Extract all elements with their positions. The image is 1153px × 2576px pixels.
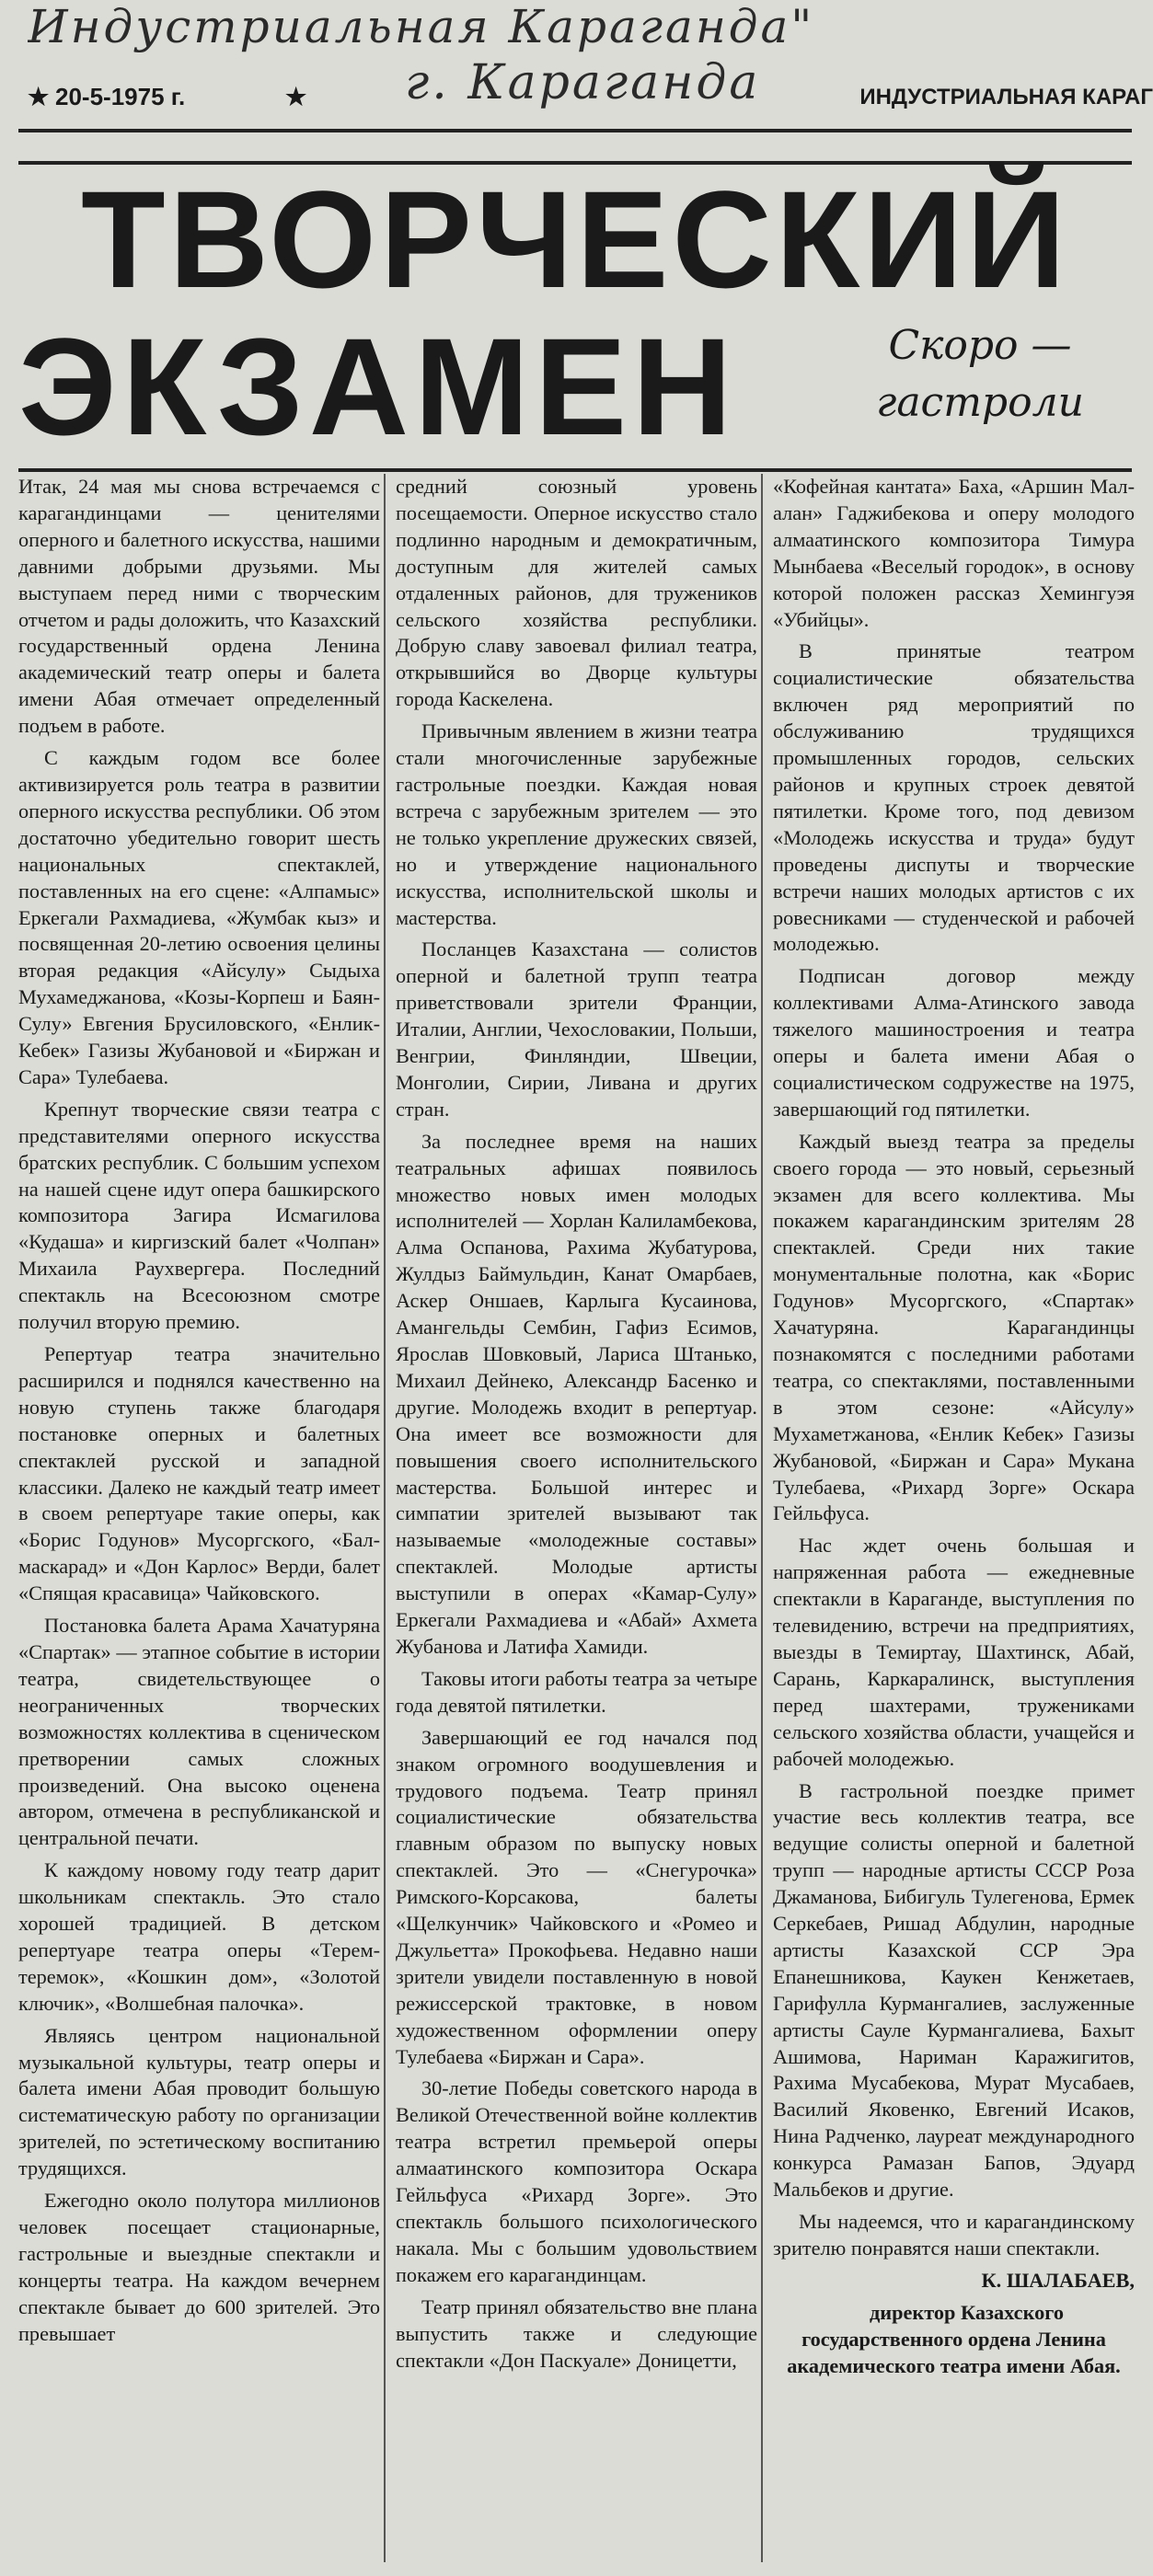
article-paragraph: В принятые театром социалистические обязательства включен ряд мероприятий по обслуживанию трудящихся промышленных городов, сельских районов и крупных строек девятой пятилетки. Кроме того, под девизом «Молодежь искусства и труда» будут проведены диспуты и творческие встречи наших молодых артистов с их ровесниками — студенческой и рабочей молодежью. bbox=[773, 639, 1135, 956]
article-paragraph: Привычным явлением в жизни театра стали многочисленные зарубежные гастрольные поездки. Каждая новая встреча с зарубежным зрителем — это не только укрепление дружеских связей, но и утверждение национального искусства, исполнительской школы и мастерства. bbox=[396, 719, 757, 929]
article-paragraph: Постановка балета Арама Хачатуряна «Спартак» — этапное событие в истории театра, свидетельствующее о неограниченных творческих возможностях коллектива в сценическом претворении самых сложных произведений. Она высоко оценена автором, отмечена в республиканской и центральной печати. bbox=[18, 1614, 380, 1850]
column-divider bbox=[761, 474, 763, 2562]
article-paragraph: Репертуар театра значительно расширился и поднялся качественно на новую ступень также благодаря постановке оперных и балетных спектаклей русской и западной классики. Далеко не каждый театр имеет в своем репертуаре такие оперы, как «Борис Годунов» Мусоргского, «Бал-маскарад» и «Дон Карлос» Верди, балет «Спящая красавица» Чайковского. bbox=[18, 1342, 380, 1605]
article-paragraph: 30-летие Победы советского народа в Великой Отечественной войне коллектив театра встретил премьерой оперы алмаатинского композитора Оскара Гейльфуса «Рихард Зорге». Это спектакль большого психологического накала. Мы с большим удовольствием покажем его карагандинцам. bbox=[396, 2076, 757, 2286]
article-paragraph: В гастрольной поездке примет участие весь коллектив театра, все ведущие солисты оперной и балетной трупп — народные артисты СССР Роза Джаманова, Бибигуль Тулегенова, Ермек Серкебаев, Ришад Абдулин, народные артисты Казахской ССР Эра Епанешникова, Каукен Кенжетаев, Гарифулла Курмангалиев, заслуженные артисты Сауле Курмангалиева, Бахыт Ашимова, Нариман Каражигитов, Рахима Мусабекова, Мурат Мусабаев, Василий Яковенко, Евгений Исаков, Нина Радченко, лауреат международного конкурса Рамазан Бапов, Эдуард Мальбеков и другие. bbox=[773, 1778, 1135, 2202]
article-paragraph: Театр принял обязательство вне плана выпустить также и следующие спектакли «Дон Паскуале» Доницетти, bbox=[396, 2294, 757, 2372]
article-paragraph: К каждому новому году театр дарит школьникам спектакль. Это стало хорошей традицией. В детском репертуаре театра оперы «Терем-теремок», «Кошкин дом», «Золотой ключик», «Волшебная палочка». bbox=[18, 1858, 380, 2015]
article-paragraph: Мы надеемся, что и карагандинскому зрителю понравятся наши спектакли. bbox=[773, 2210, 1135, 2260]
article-paragraph: С каждым годом все более активизируется роль театра в развитии оперного искусства республики. Об этом достаточно убедительно говорит шесть национальных спектаклей, поставленных на его сцене: «Алпамыс» Еркегали Рахмадиева, «Жумбак кыз» и посвященная 20-летию освоения целины вторая редакция «Айсулу» Сыдыха Мухамеджанова, «Козы-Корпеш и Баян-Сулу» Евгения Брусиловского, «Енлик-Кебек» Газизы Жубановой и «Биржан и Сара» Тулебаева. bbox=[18, 746, 380, 1088]
column-divider bbox=[384, 474, 386, 2562]
issue-date: 20-5-1975 г. bbox=[55, 83, 186, 110]
article-paragraph: Ежегодно около полутора миллионов человек посещает стационарные, гастрольные и выездные спектакли и концерты театра. На каждом вечернем спектакле бывает до 600 зрителей. Это превышает bbox=[18, 2189, 380, 2345]
article-paragraph: Являясь центром национальной музыкальной культуры, театр оперы и балета имени Абая проводит большую систематическую работу по организации зрителей, по эстетическому воспитанию трудящихся. bbox=[18, 2023, 380, 2180]
article-paragraph: Каждый выезд театра за пределы своего города — это новый, серьезный экзамен для всего коллектива. Мы покажем карагандинским зрителям 28 спектаклей. Среди них такие монументальные полотна, как «Борис Годунов» Мусоргского, «Спартак» Хачатуряна. Карагандинцы познакомятся с последними работами театра, со спектаклями, поставленными в этом сезоне: «Айсулу» Мухаметжанова, «Енлик Кебек» Газизы Жубановой, «Биржан и Сара» Мукана Тулебаева, «Рихард Зорге» Оскара Гейльфуса. bbox=[773, 1129, 1135, 1525]
headline-subtitle bbox=[847, 317, 1113, 431]
article-column-2 bbox=[396, 474, 757, 2571]
newspaper-name: ИНДУСТРИАЛЬНАЯ КАРАГ bbox=[859, 85, 1153, 109]
headline-line-2: ЭКЗАМЕН bbox=[18, 309, 738, 464]
handwritten-note-title: Индустриальная Караганда" bbox=[28, 0, 815, 53]
article-paragraph: За последнее время на наших театральных афишах появилось множество новых имен молодых исполнителей — Хорлан Калиламбекова, Алма Оспанова, Рахима Жубатурова, Жулдыз Баймульдин, Канат Омарбаев, Аскер Оншаев, Карлыга Кусаинова, Амангельды Сембин, Гафиз Есимов, Ярослав Шовковый, Лариса Штанько, Михаил Дейнеко, Александр Басенко и другие. Молодежь входит в репертуар. Она имеет все возможности для повышения своего исполнительского мастерства. Большой интерес и симпатии зрителей вызывают так называемые «молодежные составы» спектаклей. Молодые артисты выступили в операх «Камар-Сулу» Еркегали Рахмадиева и «Абай» Ахмета Жубанова и Латифа Хамиди. bbox=[396, 1129, 757, 1658]
article-paragraph: Подписан договор между коллективами Алма-Атинского завода тяжелого машиностроения и театра оперы и балета имени Абая о социалистическом содружестве на 1975, завершающий год пятилетки. bbox=[773, 964, 1135, 1121]
article-paragraph: Посланцев Казахстана — солистов оперной и балетной трупп театра приветствовали зрители Франции, Италии, Англии, Чехословакии, Польши, Венгрии, Финляндии, Швеции, Монголии, Сирии, Ливана и других стран. bbox=[396, 937, 757, 1121]
article-paragraph: Нас ждет очень большая и напряженная работа — ежедневные спектакли в Караганде, выступления по телевидению, встречи на предприятиях, выезды в Темиртау, Шахтинск, Абай, Сарань, Каркаралинск, выступления перед шахтерами, тружениками сельского хозяйства области, учащейся и рабочей молодежью. bbox=[773, 1534, 1135, 1770]
article-paragraph: Завершающий ее год начался под знаком огромного воодушевления и трудового подъема. Театр принял социалистические обязательства главным образом по выпуску новых спектаклей. Это — «Снегурочка» Римского-Корсакова, балеты «Щелкунчик» Чайковского и «Ромео и Джульетта» Прокофьева. Недавно наши зрители увидели поставленную в новой режиссерской трактовке, в новом художественном оформлении оперу Тулебаева «Биржан и Сара». bbox=[396, 1725, 757, 2068]
star-icon: ★ bbox=[28, 83, 50, 110]
handwritten-note-city: г. Караганда bbox=[405, 55, 761, 110]
article-paragraph: «Кофейная кантата» Баха, «Аршин Мал-алан» Гаджибекова и оперу молодого алмаатинского композитора Тимура Мынбаева «Веселый городок», в основу которой положен рассказ Хемингуэя «Убийцы». bbox=[773, 475, 1135, 631]
subtitle-line-2: гастроли bbox=[876, 379, 1084, 426]
article-paragraph: Таковы итоги работы театра за четыре года девятой пятилетки. bbox=[396, 1666, 757, 1717]
subtitle-line-1: Скоро — bbox=[888, 322, 1072, 369]
author-name: К. ШАЛАБАЕВ, bbox=[981, 2268, 1135, 2292]
headline-line-1: ТВОРЧЕСКИЙ bbox=[81, 162, 1069, 316]
star-icon: ★ bbox=[285, 83, 307, 110]
article-paragraph: Итак, 24 мая мы снова встречаемся с карагандинцами — ценителями оперного и балетного искусства, нашими давними добрыми друзьями. Мы выступаем перед ними с творческим отчетом и рады доложить, что Казахский государственный ордена Ленина академический театр оперы и балета имени Абая отмечает определенный подъем в работе. bbox=[18, 475, 380, 738]
masthead-rule bbox=[18, 129, 1132, 132]
article-paragraph: средний союзный уровень посещаемости. Оперное искусство стало подлинно народным и демократичным, доступным для жителей самых отдаленных районов, для тружеников сельского хозяйства республики. Добрую славу завоевал филиал театра, открывшийся во Дворце культуры города Каскелена. bbox=[396, 475, 757, 711]
author-title: директор Казахского государственного ордена Ленина академического театра имени Абая. bbox=[787, 2300, 1121, 2377]
article-column-1 bbox=[18, 474, 380, 2571]
article-column-3 bbox=[773, 474, 1135, 2571]
article-paragraph: Крепнут творческие связи театра с представителями оперного искусства братских республик. С большим успехом на нашей сцене идут опера башкирского композитора Загира Исмагилова «Кудаша» и киргизский балет «Чолпан» Михаила Раухвергера. Последний спектакль на Всесоюзном смотре получил вторую премию. bbox=[18, 1097, 380, 1334]
